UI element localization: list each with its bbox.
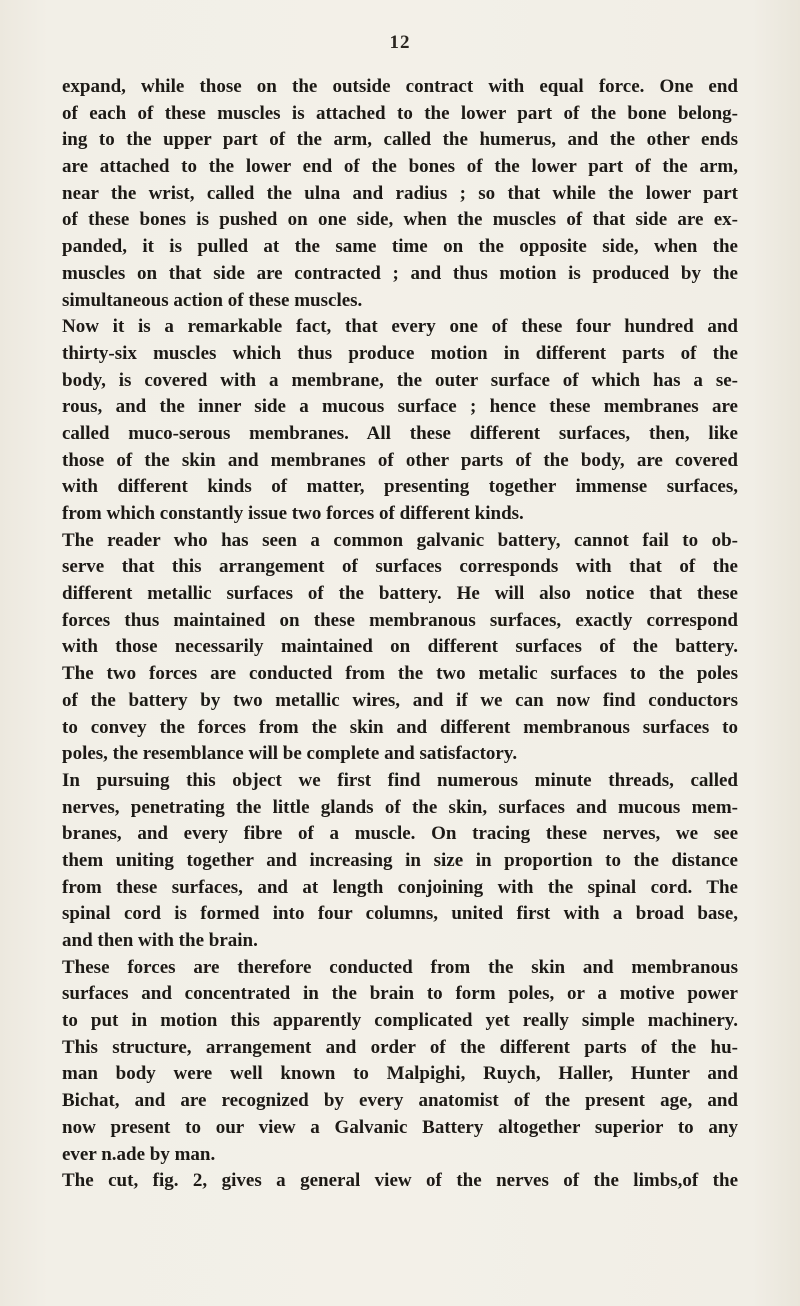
text-line: serve that this arrangement of surfaces corresponds with that of the	[62, 556, 738, 578]
text-line: body, is covered with a membrane, the outer surface of which has a se-	[62, 369, 738, 391]
text-line: spinal cord is formed into four columns, united first with a broad base,	[62, 903, 738, 925]
text-line: near the wrist, called the ulna and radius ; so that while the lower part	[62, 182, 738, 204]
text-line: of these bones is pushed on one side, when the muscles of that side are ex-	[62, 209, 738, 231]
text-line: from which constantly issue two forces of different kinds.	[62, 503, 524, 524]
text-line: The cut, fig. 2, gives a general view of the nerves of the limbs,of the	[62, 1170, 738, 1192]
text-line: The two forces are conducted from the two metalic surfaces to the poles	[62, 663, 738, 685]
text-line: Bichat, and are recognized by every anatomist of the present age, and	[62, 1090, 738, 1112]
text-line: to put in motion this apparently complicated yet really simple machinery.	[62, 1010, 738, 1032]
page-number: 12	[389, 32, 411, 53]
text-line: those of the skin and membranes of other parts of the body, are covered	[62, 449, 738, 471]
text-line: The reader who has seen a common galvanic battery, cannot fail to ob-	[62, 529, 738, 551]
text-line: Now it is a remarkable fact, that every one of these four hundred and	[62, 316, 738, 338]
text-line: simultaneous action of these muscles.	[62, 289, 363, 311]
text-line: ing to the upper part of the arm, called the humerus, and the other ends	[62, 129, 738, 151]
text-line: In pursuing this object we first find numerous minute threads, called	[62, 769, 738, 791]
body-text	[62, 74, 738, 1195]
text-line: branes, and every fibre of a muscle. On tracing these nerves, we see	[62, 823, 738, 845]
text-line: to convey the forces from the skin and different membranous surfaces to	[62, 716, 738, 738]
text-line: with those necessarily maintained on different surfaces of the battery.	[62, 636, 738, 658]
text-line: poles, the resemblance will be complete and satisfactory.	[62, 743, 518, 765]
text-line: expand, while those on the outside contract with equal force. One end	[62, 76, 738, 97]
text-line: of the battery by two metallic wires, and if we can now find conductors	[62, 689, 738, 711]
text-line: from these surfaces, and at length conjoining with the spinal cord. The	[62, 876, 738, 898]
text-line: with different kinds of matter, presenting together immense surfaces,	[62, 476, 738, 498]
text-line: panded, it is pulled at the same time on the opposite side, when the	[62, 236, 738, 258]
text-line: rous, and the inner side a mucous surface ; hence these membranes are	[62, 396, 738, 418]
text-line: them uniting together and increasing in size in proportion to the distance	[62, 849, 738, 871]
text-line: man body were well known to Malpighi, Ruych, Haller, Hunter and	[62, 1063, 738, 1085]
text-line: nerves, penetrating the little glands of the skin, surfaces and mucous mem-	[62, 796, 738, 818]
text-line: ever n.ade by man.	[62, 1143, 216, 1165]
text-line: and then with the brain.	[62, 930, 258, 951]
text-line: are attached to the lower end of the bones of the lower part of the arm,	[62, 156, 738, 178]
text-line: of each of these muscles is attached to the lower part of the bone belong-	[62, 102, 738, 124]
text-line: These forces are therefore conducted from the skin and membranous	[62, 956, 738, 978]
text-line: muscles on that side are contracted ; and thus motion is produced by the	[62, 262, 738, 284]
text-line: different metallic surfaces of the battery. He will also notice that these	[62, 583, 738, 605]
text-line: thirty-six muscles which thus produce motion in different parts of the	[62, 342, 738, 364]
text-line: This structure, arrangement and order of the different parts of the hu-	[62, 1036, 738, 1058]
text-line: called muco-serous membranes. All these different surfaces, then, like	[62, 422, 738, 444]
text-line: surfaces and concentrated in the brain to form poles, or a motive power	[62, 983, 738, 1005]
text-line: now present to our view a Galvanic Battery altogether superior to any	[62, 1116, 738, 1138]
text-line: forces thus maintained on these membranous surfaces, exactly correspond	[62, 609, 738, 631]
